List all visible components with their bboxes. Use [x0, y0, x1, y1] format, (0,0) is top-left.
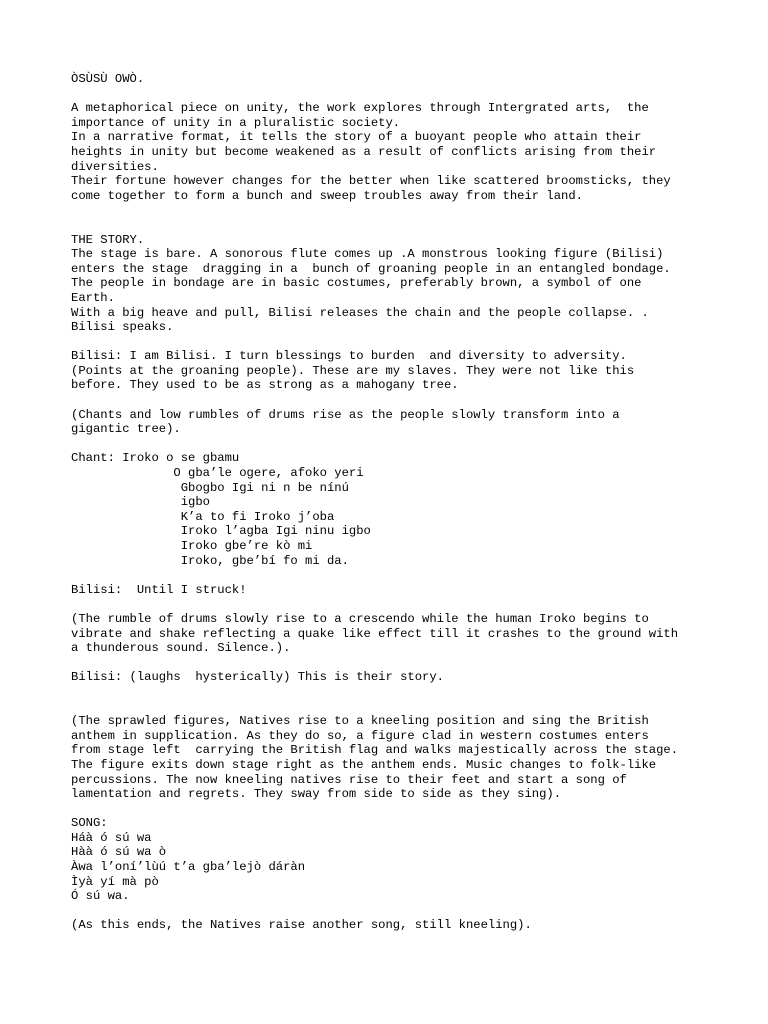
text-line: O gba’le ogere, afoko yeri: [71, 466, 364, 481]
text-line: Iroko, gbe’bí fo mi da.: [71, 553, 349, 568]
text-line: Ìyà yí mà pò: [71, 874, 159, 889]
text-line: lamentation and regrets. They sway from side to side as they sing).: [71, 787, 562, 802]
blank-line: [71, 87, 731, 102]
text-line: enters the stage dragging in a bunch of groaning people in an entangled bondage.: [71, 261, 671, 276]
text-line: In a narrative format, it tells the story of a buoyant people who attain their: [71, 130, 642, 145]
text-line: Bilisi speaks.: [71, 320, 174, 335]
blank-line: [71, 437, 731, 452]
blank-line: [71, 904, 731, 919]
text-line: K’a to fi Iroko j’oba: [71, 509, 335, 524]
text-line: Chant: Iroko o se gbamu: [71, 451, 240, 466]
text-line: come together to form a bunch and sweep troubles away from their land.: [71, 188, 583, 203]
text-line: ÒSÙSÙ OWÒ.: [71, 72, 145, 86]
blank-line: [71, 568, 731, 583]
blank-line: [71, 802, 731, 817]
text-line: Gbogbo Igi ni n be nínú: [71, 480, 349, 495]
text-line: (As this ends, the Natives raise another song, still kneeling).: [71, 918, 532, 933]
blank-line: [71, 203, 731, 218]
text-line: (Chants and low rumbles of drums rise as the people slowly transform into a: [71, 407, 620, 422]
text-line: Hàà ó sú wa ò: [71, 845, 167, 860]
text-line: (The rumble of drums slowly rise to a crescendo while the human Iroko begins to: [71, 611, 649, 626]
text-line: Iroko l’agba Igi ninu igbo: [71, 524, 371, 539]
text-line: With a big heave and pull, Bilisi releases the chain and the people collapse. .: [71, 305, 649, 320]
text-line: Earth.: [71, 290, 115, 305]
blank-line: [71, 685, 731, 700]
text-line: Bilisi: I am Bilisi. I turn blessings to burden and diversity to adversity.: [71, 349, 627, 364]
text-line: Iroko gbe’re kò mi: [71, 539, 313, 553]
text-line: THE STORY.: [71, 232, 145, 247]
text-line: The figure exits down stage right as the anthem ends. Music changes to folk-like: [71, 757, 657, 772]
text-line: igbo: [71, 495, 210, 510]
blank-line: [71, 218, 731, 233]
text-line: vibrate and shake reflecting a quake like effect till it crashes to the ground with: [71, 626, 679, 641]
text-line: Their fortune however changes for the better when like scattered broomsticks, they: [71, 174, 671, 189]
text-line: The stage is bare. A sonorous flute comes up .A monstrous looking figure (Bilisi): [71, 247, 664, 262]
blank-line: [71, 656, 731, 671]
text-line: Àwa l’oní’lùú t’a gba’lejò dáràn: [71, 860, 306, 875]
text-line: a thunderous sound. Silence.).: [71, 641, 291, 656]
text-line: (Points at the groaning people). These are my slaves. They were not like this: [71, 363, 635, 378]
text-line: percussions. The now kneeling natives rise to their feet and start a song of: [71, 772, 627, 787]
text-line: importance of unity in a pluralistic society.: [71, 115, 401, 130]
text-line: SONG:: [71, 816, 108, 831]
text-line: Ó sú wa.: [71, 889, 130, 904]
text-line: The people in bondage are in basic costumes, preferably brown, a symbol of one: [71, 276, 642, 291]
text-line: from stage left carrying the British flag and walks majestically across the stage.: [71, 743, 679, 758]
text-line: before. They used to be as strong as a mahogany tree.: [71, 378, 459, 393]
blank-line: [71, 393, 731, 408]
text-line: gigantic tree).: [71, 422, 181, 437]
text-line: anthem in supplication. As they do so, a figure clad in western costumes enters: [71, 728, 649, 743]
blank-line: [71, 700, 731, 715]
text-line: Bilisi: Until I struck!: [71, 582, 247, 597]
text-line: heights in unity but become weakened as a result of conflicts arising from their: [71, 144, 657, 159]
blank-line: [71, 597, 731, 612]
text-line: diversities.: [71, 159, 159, 174]
document-page: [71, 72, 731, 933]
blank-line: [71, 335, 731, 350]
text-line: Bilisi: (laughs hysterically) This is their story.: [71, 670, 444, 685]
text-line: (The sprawled figures, Natives rise to a kneeling position and sing the British: [71, 714, 649, 729]
text-line: A metaphorical piece on unity, the work explores through Intergrated arts, the: [71, 101, 649, 116]
text-line: Háà ó sú wa: [71, 830, 152, 845]
